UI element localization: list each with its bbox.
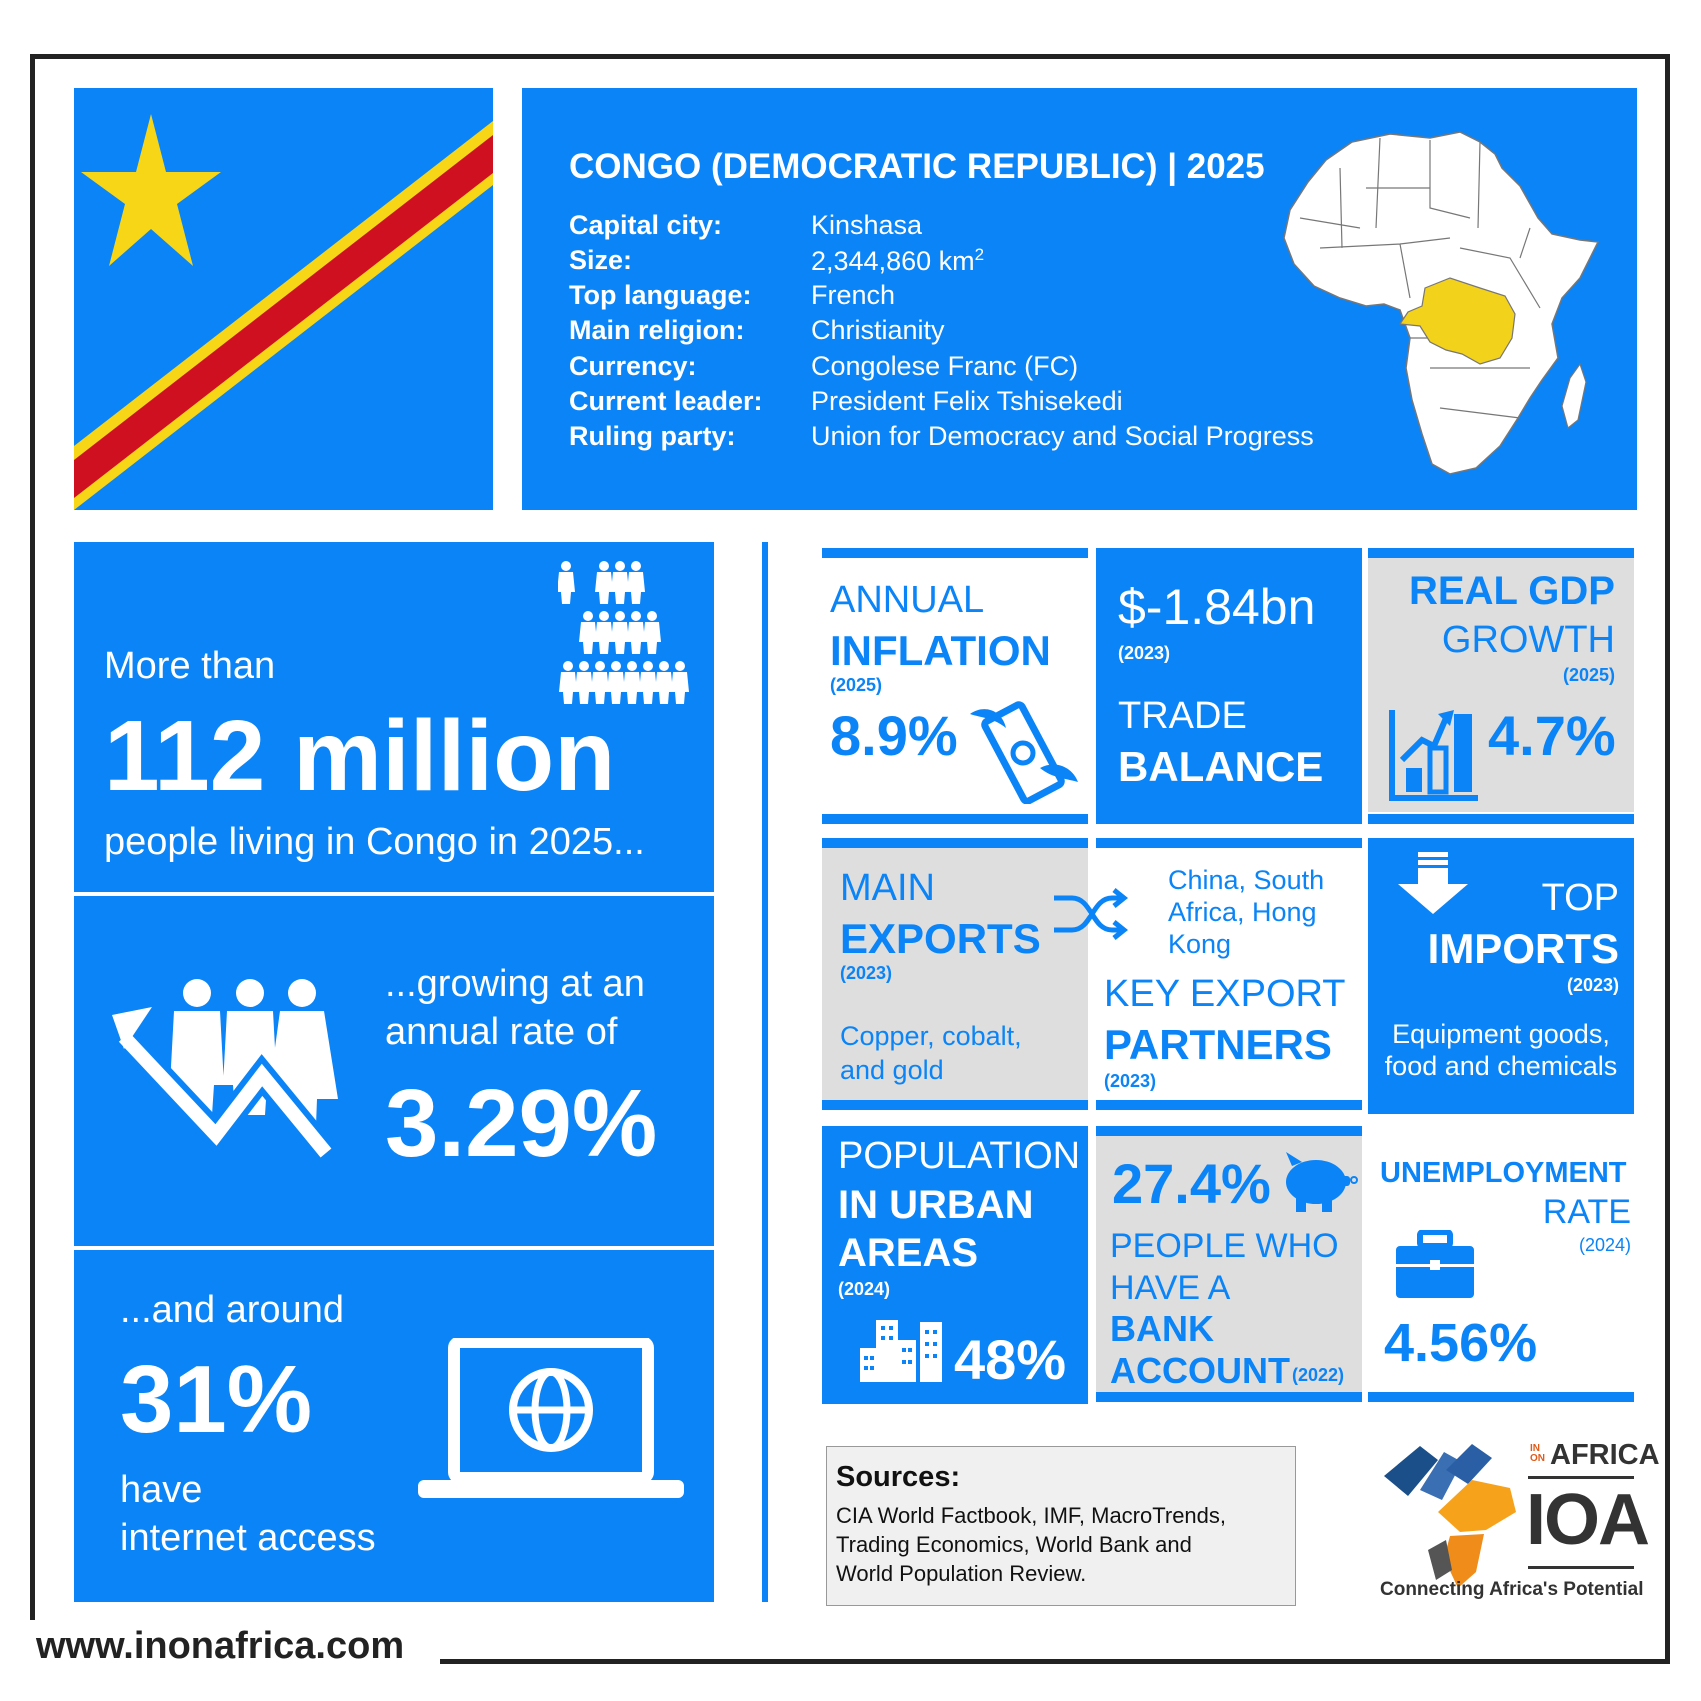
tile-bar: [1096, 1392, 1362, 1402]
column-divider: [762, 542, 768, 1602]
logo-tagline: Connecting Africa's Potential: [1380, 1579, 1644, 1600]
inflation-line1: ANNUAL: [830, 579, 985, 621]
africa-map: [1280, 128, 1610, 478]
fact-row: [569, 386, 1369, 421]
bank-line2: HAVE A: [1110, 1269, 1231, 1307]
fact-label: Current leader:: [569, 386, 763, 416]
growth-value: 3.29%: [385, 1070, 658, 1177]
fact-row: [569, 315, 1369, 350]
gdp-value: 4.7%: [1488, 704, 1616, 767]
trade-line2: BALANCE: [1118, 743, 1324, 790]
imports-line2: IMPORTS: [1427, 925, 1619, 972]
fact-label: Capital city:: [569, 210, 723, 240]
fact-value: Congolese Franc (FC): [811, 351, 1079, 381]
partners-list2: Africa, Hong: [1168, 897, 1317, 927]
tile-bar: [822, 838, 1088, 848]
trade-line1: TRADE: [1118, 695, 1247, 737]
fact-label: Size:: [569, 245, 633, 275]
logo-rule: [1528, 1476, 1634, 1479]
imports-desc1: Equipment goods,: [1392, 1019, 1610, 1049]
fact-value: Christianity: [811, 315, 945, 345]
trade-value: $-1.84bn: [1118, 579, 1316, 635]
inflation-value: 8.9%: [830, 704, 958, 767]
partners-year: (2023): [1104, 1071, 1157, 1091]
tile-bar: [1368, 814, 1634, 824]
tile-bar: [822, 1100, 1088, 1110]
tile-bar: [1368, 548, 1634, 558]
fact-row: [569, 245, 1369, 280]
internet-line1: have: [120, 1469, 203, 1511]
laptop-globe-icon: [418, 1338, 684, 1503]
fact-label: Main religion:: [569, 315, 745, 345]
partners-list1: China, South: [1168, 865, 1325, 895]
exports-line2: EXPORTS: [840, 915, 1041, 962]
growth-line1: ...growing at an: [385, 963, 645, 1005]
fact-row: [569, 421, 1369, 456]
page-title: CONGO (DEMOCRATIC REPUBLIC) | 2025: [569, 147, 1265, 186]
partners-line2: PARTNERS: [1104, 1021, 1332, 1068]
sources-heading: Sources:: [836, 1461, 961, 1493]
divider: [74, 892, 714, 896]
sources-line1: CIA World Factbook, IMF, MacroTrends,: [836, 1503, 1227, 1528]
inflation-year: (2025): [830, 675, 883, 695]
exports-desc2: and gold: [840, 1055, 944, 1085]
internet-intro: ...and around: [120, 1289, 344, 1331]
flag-graphic: [74, 88, 493, 510]
shuffle-icon: [1052, 886, 1130, 942]
urban-line3: AREAS: [838, 1231, 979, 1275]
internet-value: 31%: [120, 1346, 313, 1453]
fact-value: Union for Democracy and Social Progress: [811, 421, 1314, 451]
fact-value-wrap: [811, 245, 984, 277]
population-intro: More than: [104, 645, 276, 687]
tile-bar: [822, 814, 1088, 824]
logo-on: ON: [1530, 1453, 1545, 1464]
fact-value: French: [811, 280, 896, 310]
tile-bar: [1096, 838, 1362, 848]
sources-line2: Trading Economics, World Bank and: [836, 1532, 1192, 1557]
partners-line1: KEY EXPORT: [1104, 973, 1346, 1015]
gdp-year: (2025): [1562, 665, 1615, 685]
urban-line1: POPULATION: [838, 1135, 1081, 1177]
crowd-icon: [558, 560, 693, 708]
logo-in: IN: [1530, 1443, 1540, 1454]
gdp-line1: REAL GDP: [1409, 569, 1615, 613]
footer-url[interactable]: www.inonafrica.com: [36, 1625, 405, 1667]
population-growth-icon: [112, 975, 344, 1165]
urban-year: (2024): [838, 1279, 891, 1299]
unemployment-value: 4.56%: [1384, 1313, 1538, 1373]
fact-row: [569, 280, 1369, 315]
bar-chart-growth-icon: [1388, 706, 1480, 802]
exports-line1: MAIN: [840, 867, 935, 909]
urban-value: 48%: [954, 1328, 1067, 1391]
tile-bar: [1096, 1100, 1362, 1110]
exports-desc1: Copper, cobalt,: [840, 1021, 1022, 1051]
growth-line2: annual rate of: [385, 1011, 618, 1053]
imports-line1: TOP: [1541, 877, 1619, 919]
unemployment-line2: RATE: [1542, 1193, 1631, 1231]
partners-list3: Kong: [1168, 929, 1232, 959]
fact-row: [569, 210, 1369, 245]
imports-year: (2023): [1566, 975, 1619, 995]
unemployment-year: (2024): [1578, 1235, 1631, 1255]
sources-line3: World Population Review.: [836, 1561, 1087, 1586]
buildings-icon: [860, 1318, 942, 1382]
unemployment-line1: UNEMPLOYMENT: [1380, 1157, 1627, 1189]
logo-ioa: IOA: [1526, 1480, 1649, 1560]
tile-bar: [1096, 1126, 1362, 1136]
imports-desc2: food and chemicals: [1384, 1051, 1618, 1081]
exports-year: (2023): [840, 963, 893, 983]
fact-value: Kinshasa: [811, 210, 923, 240]
bank-year: (2022): [1292, 1365, 1345, 1385]
flag: [74, 88, 493, 510]
urban-line2: IN URBAN: [838, 1183, 1034, 1227]
fact-value: 2,344,860 km: [811, 246, 975, 276]
internet-line2: internet access: [120, 1517, 376, 1559]
bank-line3: BANK: [1110, 1308, 1214, 1349]
divider: [74, 1246, 714, 1250]
population-value: 112 million: [104, 700, 616, 812]
tile-bar: [1368, 1392, 1634, 1402]
fact-sup: 2: [974, 245, 985, 264]
fact-label: Top language:: [569, 280, 752, 310]
flying-money-icon: [968, 698, 1080, 804]
population-caption: people living in Congo in 2025...: [104, 821, 645, 863]
logo-rule: [1528, 1566, 1634, 1569]
fact-value: President Felix Tshisekedi: [811, 386, 1123, 416]
gdp-line2: GROWTH: [1441, 619, 1615, 661]
piggy-bank-icon: [1280, 1150, 1358, 1212]
fact-label: Ruling party:: [569, 421, 736, 451]
bank-line1: PEOPLE WHO: [1110, 1227, 1339, 1265]
star-icon: [81, 114, 221, 266]
bank-value: 27.4%: [1112, 1152, 1271, 1215]
logo-africa: AFRICA: [1550, 1439, 1660, 1471]
fact-label: Currency:: [569, 351, 697, 381]
africa-logo-icon: [1380, 1440, 1530, 1590]
fact-row: [569, 351, 1369, 386]
inflation-line2: INFLATION: [830, 627, 1051, 674]
trade-year: (2023): [1118, 643, 1171, 663]
arrow-down-icon: [1396, 852, 1470, 916]
tile-bar: [822, 548, 1088, 558]
briefcase-icon: [1394, 1230, 1476, 1300]
bank-line4: ACCOUNT: [1110, 1350, 1290, 1391]
